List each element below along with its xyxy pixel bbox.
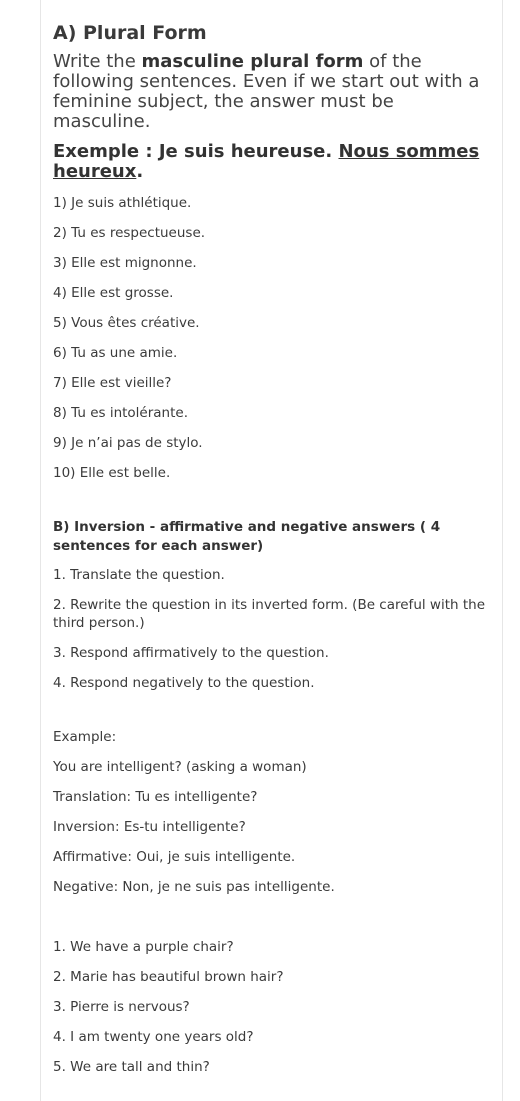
section-a-instructions bbox=[53, 52, 493, 132]
list-item: 3) Elle est mignonne. bbox=[53, 255, 197, 271]
example-label: Exemple : Je suis heureuse. bbox=[53, 141, 339, 162]
intro-text-start: Write the bbox=[53, 51, 142, 72]
list-item: 2) Tu es respectueuse. bbox=[53, 225, 206, 241]
document-page bbox=[40, 0, 503, 1101]
list-item: 10) Elle est belle. bbox=[53, 465, 171, 481]
question-item: 3. Pierre is nervous? bbox=[53, 999, 190, 1015]
example-line: Translation: Tu es intelligente? bbox=[53, 789, 258, 805]
list-item: 8) Tu es intolérante. bbox=[53, 405, 189, 421]
example-line: Example: bbox=[53, 729, 117, 745]
example-line: Negative: Non, je ne suis pas intelligente. bbox=[53, 879, 335, 895]
section-a-title: A) Plural Form bbox=[53, 22, 207, 44]
list-item: 4) Elle est grosse. bbox=[53, 285, 174, 301]
list-item: 1) Je suis athlétique. bbox=[53, 195, 192, 211]
section-b-title: B) Inversion - affirmative and negative answers ( 4 sentences for each answer) bbox=[53, 519, 441, 554]
list-item: 6) Tu as une amie. bbox=[53, 345, 178, 361]
example-answer: Nous sommes heureux bbox=[53, 141, 480, 182]
document-content bbox=[53, 22, 493, 1088]
example-period: . bbox=[136, 161, 144, 182]
list-item: 5) Vous êtes créative. bbox=[53, 315, 200, 331]
step-item: 1. Translate the question. bbox=[53, 567, 225, 583]
intro-text-end: of the following sentences. Even if we start out with a feminine subject, the answer must be masculine. bbox=[53, 51, 480, 132]
section-a-example bbox=[53, 142, 493, 182]
step-item: 3. Respond affirmatively to the question. bbox=[53, 645, 329, 661]
question-item: 2. Marie has beautiful brown hair? bbox=[53, 969, 284, 985]
list-item: 7) Elle est vieille? bbox=[53, 375, 172, 391]
question-item: 4. I am twenty one years old? bbox=[53, 1029, 254, 1045]
section-b-steps bbox=[53, 566, 493, 692]
section-b-example bbox=[53, 728, 493, 908]
question-item: 5. We are tall and thin? bbox=[53, 1059, 210, 1075]
section-b-questions bbox=[53, 938, 493, 1088]
example-line: You are intelligent? (asking a woman) bbox=[53, 759, 307, 775]
step-item: 4. Respond negatively to the question. bbox=[53, 675, 315, 691]
example-line: Affirmative: Oui, je suis intelligente. bbox=[53, 849, 296, 865]
list-item: 9) Je n’ai pas de stylo. bbox=[53, 435, 203, 451]
intro-bold-text: masculine plural form bbox=[141, 51, 364, 72]
example-line: Inversion: Es-tu intelligente? bbox=[53, 819, 246, 835]
section-a-list bbox=[53, 194, 493, 494]
question-item: 1. We have a purple chair? bbox=[53, 939, 234, 955]
step-item: 2. Rewrite the question in its inverted form. (Be careful with the third person.) bbox=[53, 597, 485, 631]
